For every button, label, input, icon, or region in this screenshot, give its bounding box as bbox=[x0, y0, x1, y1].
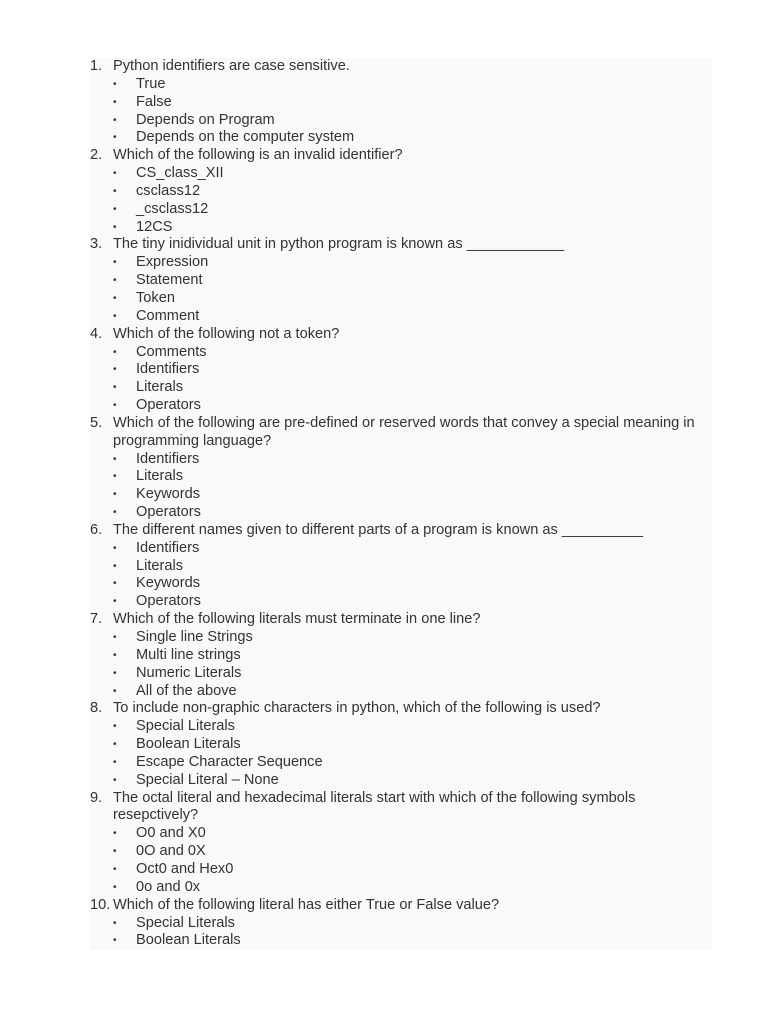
option-item bbox=[90, 397, 702, 415]
option-text: 12CS bbox=[136, 218, 173, 235]
option-item bbox=[90, 665, 702, 683]
bullet-icon: • bbox=[113, 721, 117, 733]
question-number: 4. bbox=[90, 325, 103, 342]
option-item bbox=[90, 683, 702, 701]
option-text: Literals bbox=[136, 379, 184, 396]
bullet-icon: • bbox=[113, 257, 117, 269]
bullet-icon: • bbox=[113, 364, 117, 376]
option-text: True bbox=[136, 75, 166, 92]
option-item bbox=[90, 575, 702, 593]
option-list bbox=[90, 451, 702, 522]
option-item bbox=[90, 379, 702, 397]
option-text: Comment bbox=[136, 307, 200, 324]
question-number: 2. bbox=[90, 147, 103, 164]
question-item bbox=[90, 611, 702, 700]
option-text: Multi line strings bbox=[136, 646, 241, 663]
option-item bbox=[90, 540, 702, 558]
bullet-icon: • bbox=[113, 846, 117, 858]
question-number: 3. bbox=[90, 236, 103, 253]
question-row bbox=[90, 415, 702, 451]
option-text: Operators bbox=[136, 504, 201, 521]
option-text: Token bbox=[136, 289, 175, 306]
bullet-icon: • bbox=[113, 453, 117, 465]
option-item bbox=[90, 451, 702, 469]
option-text: Expression bbox=[136, 254, 209, 271]
question-item bbox=[90, 147, 702, 236]
question-row bbox=[90, 700, 702, 718]
bullet-icon: • bbox=[113, 346, 117, 358]
bullet-icon: • bbox=[113, 774, 117, 786]
option-text: Single line Strings bbox=[136, 629, 253, 645]
question-number: 1. bbox=[90, 58, 103, 74]
bullet-icon: • bbox=[113, 596, 117, 608]
option-item bbox=[90, 290, 702, 308]
bullet-icon: • bbox=[113, 560, 117, 572]
bullet-icon: • bbox=[113, 292, 117, 304]
bullet-icon: • bbox=[113, 203, 117, 215]
option-item bbox=[90, 504, 702, 522]
option-item bbox=[90, 593, 702, 611]
option-item bbox=[90, 165, 702, 183]
question-list bbox=[90, 58, 702, 950]
question-item bbox=[90, 236, 702, 325]
option-text: Depends on Program bbox=[136, 111, 275, 128]
option-list bbox=[90, 254, 702, 325]
option-text: Boolean Literals bbox=[136, 736, 241, 753]
question-text: Which of the following are pre-defined or reserved words that convey a special meaning in programming language? bbox=[113, 414, 695, 449]
option-text: Identifiers bbox=[136, 539, 200, 556]
question-text: The tiny inidividual unit in python program is known as ____________ bbox=[113, 236, 565, 253]
option-item bbox=[90, 486, 702, 504]
option-item bbox=[90, 468, 702, 486]
option-text: Statement bbox=[136, 272, 203, 289]
bullet-icon: • bbox=[113, 168, 117, 180]
option-text: 0o and 0x bbox=[136, 878, 201, 895]
option-item bbox=[90, 736, 702, 754]
option-text: False bbox=[136, 93, 172, 110]
option-item bbox=[90, 112, 702, 130]
bullet-icon: • bbox=[113, 132, 117, 144]
option-item bbox=[90, 558, 702, 576]
bullet-icon: • bbox=[113, 917, 117, 929]
question-number: 8. bbox=[90, 700, 103, 717]
option-text: Literals bbox=[136, 468, 184, 485]
option-item bbox=[90, 861, 702, 879]
option-text: Boolean Literals bbox=[136, 932, 241, 949]
option-item bbox=[90, 879, 702, 897]
question-text: To include non-graphic characters in python, which of the following is used? bbox=[113, 700, 601, 717]
option-list bbox=[90, 629, 702, 700]
option-text: Special Literals bbox=[136, 914, 235, 931]
bullet-icon: • bbox=[113, 685, 117, 697]
option-item bbox=[90, 843, 702, 861]
question-number: 9. bbox=[90, 789, 103, 806]
option-item bbox=[90, 219, 702, 237]
bullet-icon: • bbox=[113, 507, 117, 519]
option-list bbox=[90, 718, 702, 789]
option-item bbox=[90, 361, 702, 379]
question-item bbox=[90, 326, 702, 415]
question-row bbox=[90, 236, 702, 254]
question-item bbox=[90, 700, 702, 789]
question-text: Which of the following not a token? bbox=[113, 325, 340, 342]
question-number: 7. bbox=[90, 611, 103, 628]
bullet-icon: • bbox=[113, 739, 117, 751]
option-item bbox=[90, 308, 702, 326]
question-number: 10. bbox=[90, 896, 111, 913]
option-text: Comments bbox=[136, 343, 207, 360]
option-item bbox=[90, 272, 702, 290]
bullet-icon: • bbox=[113, 96, 117, 108]
option-item bbox=[90, 183, 702, 201]
option-text: O0 and X0 bbox=[136, 825, 206, 842]
option-item bbox=[90, 94, 702, 112]
question-row bbox=[90, 611, 702, 629]
option-item bbox=[90, 718, 702, 736]
question-item bbox=[90, 58, 702, 147]
question-text: The different names given to different parts of a program is known as __________ bbox=[113, 521, 644, 538]
bullet-icon: • bbox=[113, 78, 117, 90]
bullet-icon: • bbox=[113, 382, 117, 394]
option-text: Keywords bbox=[136, 486, 201, 503]
question-row bbox=[90, 147, 702, 165]
option-item bbox=[90, 932, 702, 950]
question-row bbox=[90, 897, 702, 915]
question-row bbox=[90, 326, 702, 344]
option-text: Depends on the computer system bbox=[136, 129, 355, 146]
question-number: 6. bbox=[90, 521, 103, 538]
question-text: Which of the following is an invalid identifier? bbox=[113, 147, 403, 164]
bullet-icon: • bbox=[113, 935, 117, 947]
option-list bbox=[90, 76, 702, 147]
option-item bbox=[90, 129, 702, 147]
option-text: Identifiers bbox=[136, 450, 200, 467]
option-text: Literals bbox=[136, 557, 184, 574]
bullet-icon: • bbox=[113, 185, 117, 197]
question-item bbox=[90, 415, 702, 522]
question-text: Python identifiers are case sensitive. bbox=[113, 58, 350, 74]
bullet-icon: • bbox=[113, 275, 117, 287]
bullet-icon: • bbox=[113, 667, 117, 679]
bullet-icon: • bbox=[113, 863, 117, 875]
question-row bbox=[90, 58, 702, 76]
bullet-icon: • bbox=[113, 489, 117, 501]
option-item bbox=[90, 629, 702, 647]
option-text: 0O and 0X bbox=[136, 843, 206, 860]
option-text: All of the above bbox=[136, 682, 237, 699]
option-text: Numeric Literals bbox=[136, 664, 242, 681]
option-text: Operators bbox=[136, 593, 201, 610]
question-row bbox=[90, 790, 702, 826]
question-text: Which of the following literal has either True or False value? bbox=[113, 896, 500, 913]
option-list bbox=[90, 165, 702, 236]
option-text: Special Literals bbox=[136, 718, 235, 735]
option-text: Operators bbox=[136, 397, 201, 414]
option-item bbox=[90, 754, 702, 772]
bullet-icon: • bbox=[113, 881, 117, 893]
option-list bbox=[90, 540, 702, 611]
option-text: _csclass12 bbox=[136, 200, 209, 217]
question-text: Which of the following literals must terminate in one line? bbox=[113, 611, 481, 628]
bullet-icon: • bbox=[113, 471, 117, 483]
bullet-icon: • bbox=[113, 400, 117, 412]
bullet-icon: • bbox=[113, 649, 117, 661]
option-item bbox=[90, 201, 702, 219]
option-item bbox=[90, 772, 702, 790]
option-item bbox=[90, 647, 702, 665]
option-text: Escape Character Sequence bbox=[136, 753, 323, 770]
option-list bbox=[90, 825, 702, 896]
question-item bbox=[90, 790, 702, 897]
bullet-icon: • bbox=[113, 221, 117, 233]
option-text: Keywords bbox=[136, 575, 201, 592]
option-item bbox=[90, 344, 702, 362]
question-number: 5. bbox=[90, 414, 103, 431]
option-item bbox=[90, 76, 702, 94]
bullet-icon: • bbox=[113, 828, 117, 840]
option-item bbox=[90, 254, 702, 272]
option-item bbox=[90, 825, 702, 843]
option-list bbox=[90, 915, 702, 951]
bullet-icon: • bbox=[113, 310, 117, 322]
option-text: Identifiers bbox=[136, 361, 200, 378]
option-text: Special Literal – None bbox=[136, 771, 279, 788]
question-text: The octal literal and hexadecimal literals start with which of the following symbols resepctively? bbox=[113, 789, 636, 824]
option-text: CS_class_XII bbox=[136, 165, 224, 182]
option-text: Oct0 and Hex0 bbox=[136, 860, 234, 877]
option-item bbox=[90, 915, 702, 933]
option-list bbox=[90, 344, 702, 415]
bullet-icon: • bbox=[113, 578, 117, 590]
bullet-icon: • bbox=[113, 542, 117, 554]
question-item bbox=[90, 897, 702, 951]
bullet-icon: • bbox=[113, 756, 117, 768]
option-text: csclass12 bbox=[136, 182, 201, 199]
question-row bbox=[90, 522, 702, 540]
bullet-icon: • bbox=[113, 114, 117, 126]
question-item bbox=[90, 522, 702, 611]
bullet-icon: • bbox=[113, 632, 117, 643]
